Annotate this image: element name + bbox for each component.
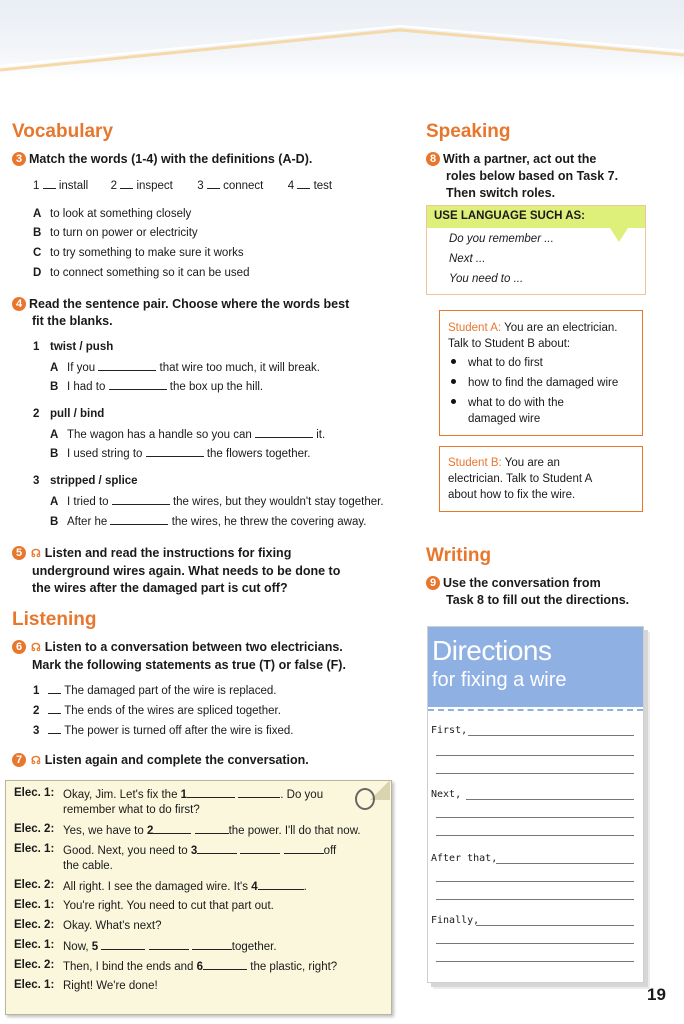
fill-blank[interactable] <box>255 427 313 438</box>
definition-item: B to turn on power or electricity <box>33 227 198 239</box>
conversation-line: Okay, Jim. Let's fix the 1 . Do you remember what to do first? <box>63 789 324 816</box>
conversation-line: All right. I see the damaged wire. It's 4 . <box>63 881 307 893</box>
task-5-instruction: 5 ☊ Listen and read the instructions for fixing underground wires again. What needs to be done to the wires after the damaged part is cut off? <box>12 545 340 597</box>
definition-item: C to try something to make sure it works <box>33 247 244 259</box>
answer-blank[interactable] <box>48 723 61 734</box>
writing-line[interactable] <box>476 925 634 926</box>
writing-line[interactable] <box>468 735 634 736</box>
page-header-band <box>0 0 684 80</box>
page-number: 19 <box>647 985 666 1004</box>
writing-line[interactable] <box>436 881 634 882</box>
speaker-label: Elec. 1: <box>14 939 55 951</box>
task-number-badge: 7 <box>12 753 26 767</box>
speaker-label: Elec. 2: <box>14 919 55 931</box>
answer-blank[interactable] <box>48 703 61 714</box>
sentence-b: B I had to the box up the hill. <box>50 381 264 393</box>
directions-subtitle: for fixing a wire <box>432 669 567 691</box>
speaker-label: Elec. 2: <box>14 879 55 891</box>
conversation-line: Now, 5 together. <box>63 941 277 953</box>
useful-language-header: USE LANGUAGE SUCH AS: <box>427 206 645 228</box>
conversation-line: Right! We're done! <box>63 980 158 992</box>
student-b-label: Student B: <box>448 457 502 469</box>
student-b-card: Student B: You are an electrician. Talk to Student A about how to fix the wire. <box>439 446 643 512</box>
speaker-label: Elec. 1: <box>14 843 55 855</box>
fill-blank[interactable] <box>98 360 156 371</box>
speaker-label: Elec. 1: <box>14 979 55 991</box>
bullet-item: how to find the damaged wire <box>451 376 618 391</box>
directions-card-header <box>428 627 643 707</box>
bullet-item: what to do with the <box>451 396 564 411</box>
conversation-line: You're right. You need to cut that part out. <box>63 900 274 912</box>
task-3-instruction: 3 Match the words (1-4) with the definitions (A-D). <box>12 151 312 168</box>
task-number-badge: 6 <box>12 640 26 654</box>
headphones-icon[interactable]: ☊ <box>31 642 41 654</box>
writing-line[interactable] <box>436 773 634 774</box>
definition-item: D to connect something so it can be used <box>33 267 250 279</box>
task-4-instruction: 4 Read the sentence pair. Choose where the words best fit the blanks. <box>12 296 349 330</box>
directions-label-finally: Finally, <box>431 915 480 926</box>
phrase-item: You need to ... <box>449 273 524 285</box>
header-decoration <box>0 0 684 80</box>
task-number-badge: 3 <box>12 152 26 166</box>
statement-item: 3 The power is turned off after the wire is fixed. <box>33 725 294 737</box>
speaker-label: Elec. 1: <box>14 899 55 911</box>
task-9-instruction: 9 Use the conversation from Task 8 to fill out the directions. <box>426 575 629 609</box>
definition-item: A to look at something closely <box>33 208 192 220</box>
conversation-line: Yes, we have to 2 the power. I'll do that now. <box>63 825 361 837</box>
writing-line[interactable] <box>496 863 634 864</box>
writing-line[interactable] <box>436 943 634 944</box>
conversation-line: Good. Next, you need to 3 off the cable. <box>63 845 337 872</box>
listening-heading: Listening <box>12 609 97 630</box>
writing-line[interactable] <box>436 961 634 962</box>
task-8-instruction: 8 With a partner, act out the roles below based on Task 7. Then switch roles. <box>426 151 618 202</box>
student-a-label: Student A: <box>448 322 502 334</box>
headphones-icon[interactable]: ☊ <box>31 548 41 560</box>
sentence-a: A I tried to the wires, but they wouldn't stay together. <box>50 496 384 508</box>
speech-pointer <box>610 228 628 242</box>
useful-language-box <box>426 205 646 295</box>
statement-item: 1 The damaged part of the wire is replaced. <box>33 685 277 697</box>
directions-label-first: First, <box>431 725 468 736</box>
headphones-icon[interactable]: ☊ <box>31 755 41 767</box>
directions-label-after-that: After that, <box>431 853 498 864</box>
fill-blank[interactable] <box>110 514 168 525</box>
directions-title: Directions <box>432 635 552 666</box>
task-number-badge: 8 <box>426 152 440 166</box>
vocabulary-heading: Vocabulary <box>12 121 114 142</box>
writing-line[interactable] <box>436 899 634 900</box>
directions-label-next: Next, <box>431 789 462 800</box>
phrase-item: Next ... <box>449 253 486 265</box>
task-7-instruction: 7 ☊ Listen again and complete the conversation. <box>12 752 309 770</box>
task-number-badge: 9 <box>426 576 440 590</box>
sentence-b: B I used string to the flowers together. <box>50 448 311 460</box>
speaker-label: Elec. 2: <box>14 959 55 971</box>
word-pair-heading: 2 pull / bind <box>33 408 105 420</box>
conversation-line: Okay. What's next? <box>63 920 162 932</box>
conversation-line: Then, I bind the ends and 6 the plastic, right? <box>63 961 338 973</box>
sentence-a: A If you that wire too much, it will break. <box>50 362 320 374</box>
task-6-instruction: 6 ☊ Listen to a conversation between two electricians. Mark the following statements as true (T) or false (F). <box>12 639 346 674</box>
phrase-item: Do you remember ... <box>449 233 554 245</box>
fill-blank[interactable] <box>112 494 170 505</box>
sentence-a: A The wagon has a handle so you can it. <box>50 429 326 441</box>
speaker-label: Elec. 1: <box>14 787 55 799</box>
writing-line[interactable] <box>436 835 634 836</box>
speaker-label: Elec. 2: <box>14 823 55 835</box>
writing-line[interactable] <box>466 799 634 800</box>
task-number-badge: 5 <box>12 546 26 560</box>
speaking-heading: Speaking <box>426 121 511 142</box>
word-list: 1 install 2 inspect 3 connect 4 test <box>33 180 333 192</box>
word-pair-heading: 1 twist / push <box>33 341 114 353</box>
answer-blank[interactable] <box>48 683 61 694</box>
dashed-divider <box>428 709 643 711</box>
word-pair-heading: 3 stripped / splice <box>33 475 138 487</box>
bullet-item: what to do first <box>451 356 543 371</box>
student-a-card: Student A: You are an electrician. Talk to Student B about: what to do first how to find the damaged wire what to do with the damaged wire <box>439 310 643 436</box>
paperclip-icon <box>355 788 375 810</box>
writing-line[interactable] <box>436 755 634 756</box>
fill-blank[interactable] <box>146 446 204 457</box>
writing-line[interactable] <box>436 817 634 818</box>
fill-blank[interactable] <box>109 379 167 390</box>
writing-heading: Writing <box>426 545 492 566</box>
directions-card <box>427 626 644 983</box>
task-number-badge: 4 <box>12 297 26 311</box>
statement-item: 2 The ends of the wires are spliced together. <box>33 705 281 717</box>
sentence-b: B After he the wires, he threw the covering away. <box>50 516 367 528</box>
